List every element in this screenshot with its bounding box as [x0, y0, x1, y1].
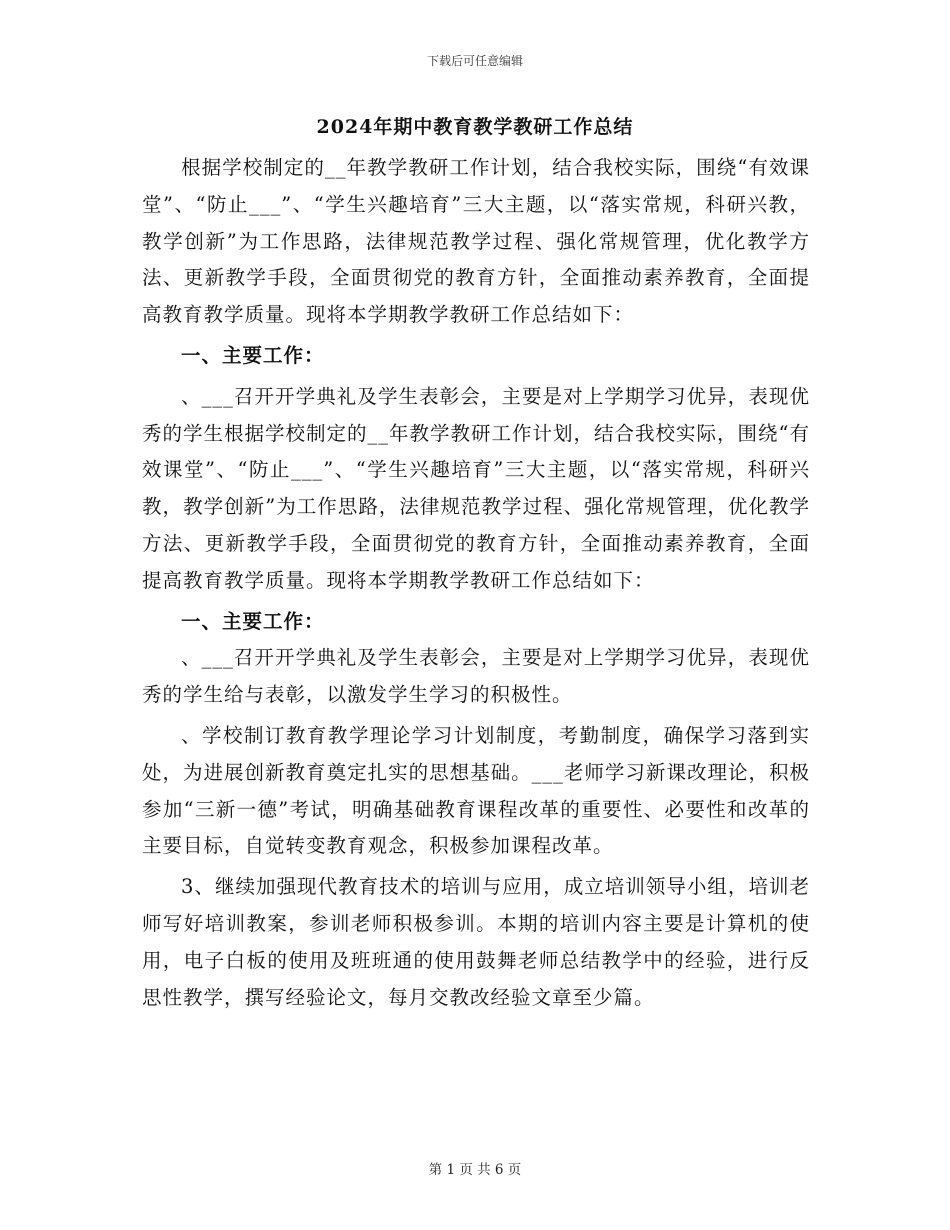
page-indicator: 第 1 页 共 6 页 — [428, 1162, 522, 1178]
document-body — [142, 150, 810, 1016]
paragraph-intro: 根据学校制定的__年教学教研工作计划，结合我校实际，围绕“有效课堂”、“防止___”、“学生兴趣培育”三大主题，以“落实常规，科研兴教，教学创新”为工作思路，法律规范教学过程、强化常规管理，优化教学方法、更新教学手段，全面贯彻党的教育方针，全面推动素养教育，全面提高教育教学质量。现将本学期教学教研工作总结如下： — [142, 156, 810, 327]
header-note: 下载后可任意编辑 — [426, 54, 523, 68]
paragraph-opening-ceremony-long: 、___召开开学典礼及学生表彰会，主要是对上学期学习优异，表现优秀的学生根据学校制定的__年教学教研工作计划，结合我校实际，围绕“有效课堂”、“防止___”、“学生兴趣培育”三大主题，以“落实常规，科研兴教，教学创新”为工作思路，法律规范教学过程、强化常规管理，优化教学方法、更新教学手段，全面贯彻党的教育方针，全面推动素养教育，全面提高教育教学质量。现将本学期教学教研工作总结如下： — [142, 384, 810, 592]
section-heading-main-work-repeat: 一、主要工作： — [181, 609, 325, 633]
section-heading-main-work: 一、主要工作： — [181, 343, 325, 367]
paragraph-tech-training: 3、继续加强现代教育技术的培训与应用，成立培训领导小组，培训老师写好培训教案，参训老师积极参训。本期的培训内容主要是计算机的使用，电子白板的使用及班班通的使用鼓舞老师总结教学中的经验，进行反思性教学，撰写经验论文，每月交教改经验文章至少篇。 — [142, 875, 810, 1009]
document-title: 2024年期中教育教学教研工作总结 — [316, 116, 634, 138]
paragraph-opening-ceremony: 、___召开开学典礼及学生表彰会，主要是对上学期学习优异，表现优秀的学生给与表彰，以激发学生学习的积极性。 — [142, 646, 810, 707]
paragraph-study-plan: 、学校制订教育教学理论学习计划制度，考勤制度，确保学习落到实处，为进展创新教育奠定扎实的思想基础。___老师学习新课改理论，积极参加“三新一德”考试，明确基础教育课程改革的重要性、必要性和改革的主要目标，自觉转变教育观念，积极参加课程改革。 — [142, 723, 810, 858]
